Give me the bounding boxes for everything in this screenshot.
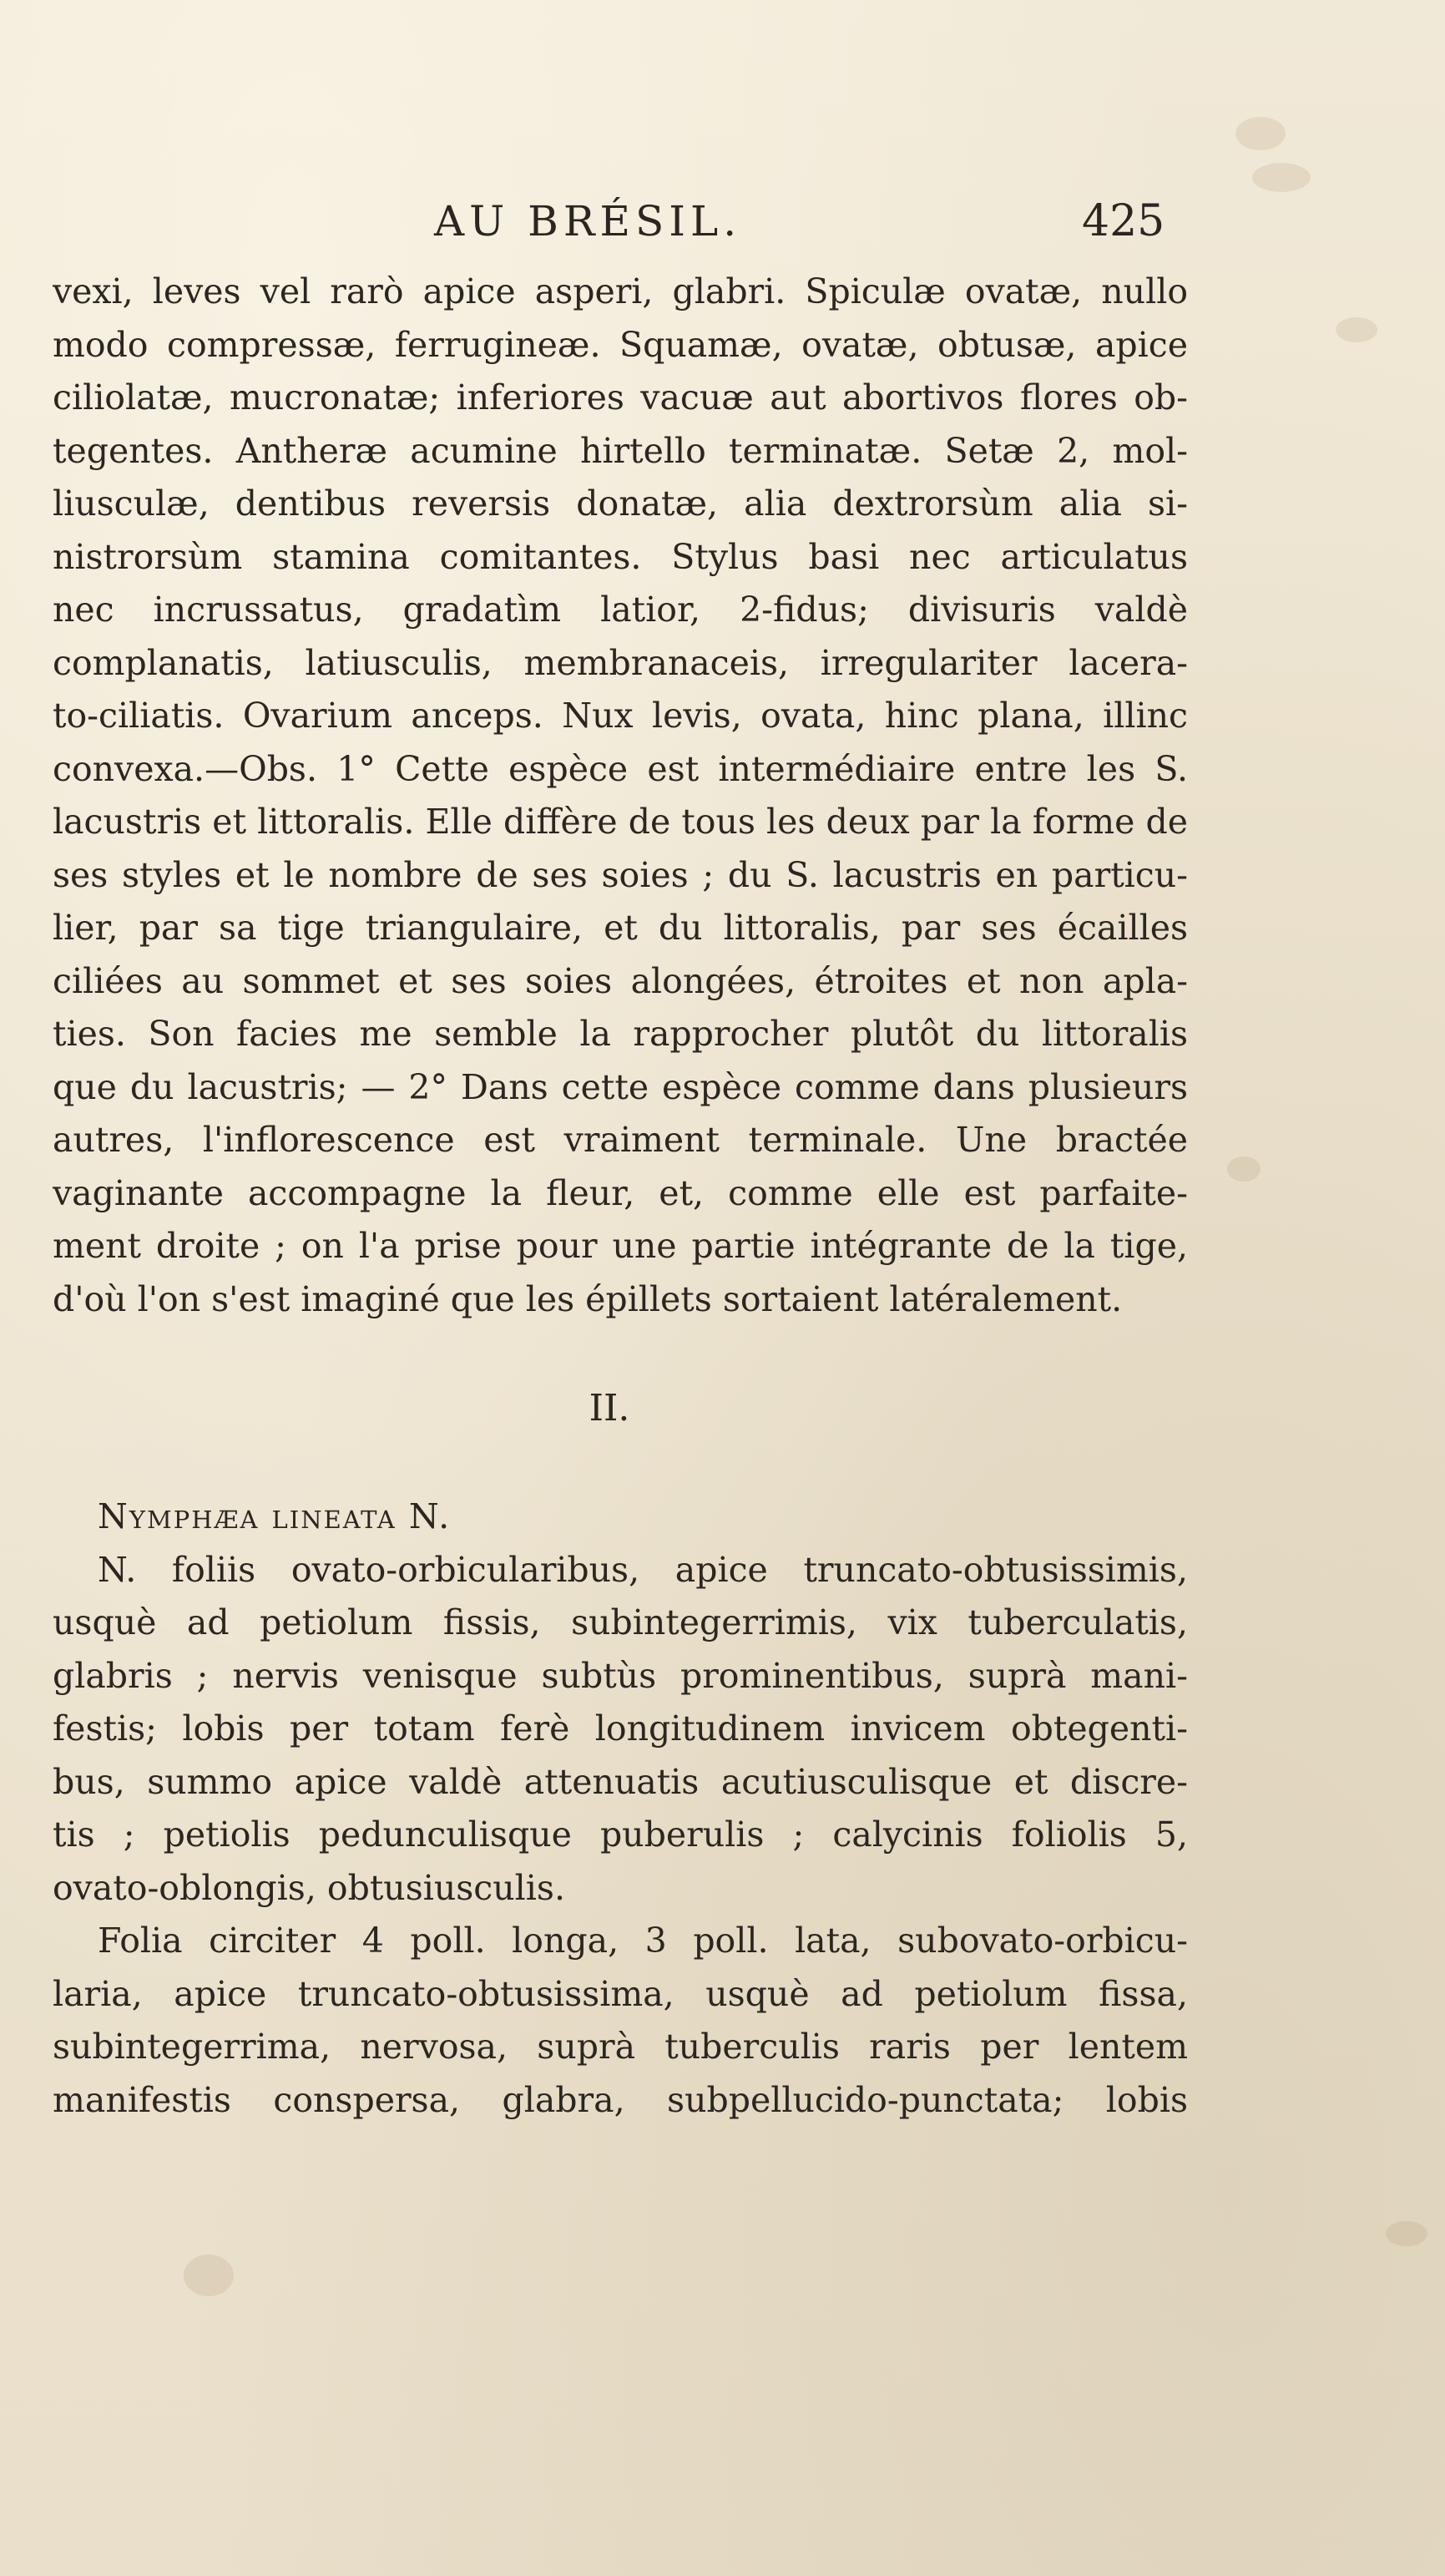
section-number: II. [589, 1387, 630, 1430]
text-line: que du lacustris; — 2° Dans cette espèce comme dans plusieurs [53, 1066, 1188, 1107]
text-line: laria, apice truncato-obtusissima, usquè ad petiolum fissa, [53, 1973, 1188, 2014]
text-line: ovato-oblongis, obtusiusculis. [53, 1867, 565, 1908]
text-line: ties. Son facies me semble la rapprocher plutôt du littoralis [53, 1014, 1188, 1054]
text-line: nec incrussatus, gradatìm latior, 2-fidus; divisuris valdè [53, 590, 1188, 630]
text-line: convexa.—Obs. 1° Cette espèce est intermédiaire entre les S. [53, 748, 1188, 789]
text-line: autres, l'inflorescence est vraiment terminale. Une bractée [53, 1120, 1188, 1160]
page-number: 425 [1082, 196, 1165, 246]
text-line: N. foliis ovato-orbicularibus, apice truncato-obtusissimis, [98, 1549, 1188, 1590]
foxing-spot [184, 2255, 234, 2296]
text-line: ciliées au sommet et ses soies alongées, étroites et non apla- [53, 960, 1188, 1001]
text-line: complanatis, latiusculis, membranaceis, irregulariter lacera- [53, 642, 1188, 683]
text-line: modo compressæ, ferrugineæ. Squamæ, ovatæ, obtusæ, apice [53, 324, 1188, 365]
foxing-spot [1386, 2221, 1427, 2246]
text-line: tis ; petiolis pedunculisque puberulis ; calycinis foliolis 5, [53, 1814, 1188, 1855]
text-line: ses styles et le nombre de ses soies ; du S. lacustris en particu- [53, 854, 1188, 895]
running-head-title: AU BRÉSIL. [434, 197, 742, 245]
text-line: d'où l'on s'est imaginé que les épillets sortaient latéralement. [53, 1278, 1123, 1319]
text-line: vaginante accompagne la fleur, et, comme elle est parfaite- [53, 1172, 1188, 1213]
foxing-spot [1227, 1156, 1261, 1182]
text-line: bus, summo apice valdè attenuatis acutiusculisque et discre- [53, 1761, 1188, 1802]
text-line: vexi, leves vel rarò apice asperi, glabri. Spiculæ ovatæ, nullo [53, 271, 1188, 311]
text-line: to-ciliatis. Ovarium anceps. Nux levis, ovata, hinc plana, illinc [53, 696, 1188, 736]
text-line: lier, par sa tige triangulaire, et du littoralis, par ses écailles [53, 908, 1188, 948]
text-line: tegentes. Antheræ acumine hirtello terminatæ. Setæ 2, mol- [53, 430, 1188, 471]
text-line: subintegerrima, nervosa, suprà tuberculis raris per lentem [53, 2027, 1188, 2067]
text-line: manifestis conspersa, glabra, subpellucido-punctata; lobis [53, 2079, 1188, 2120]
species-heading: Nymphæa lineata N. [98, 1496, 452, 1536]
text-line: ciliolatæ, mucronatæ; inferiores vacuæ aut abortivos flores ob- [53, 377, 1188, 418]
text-line: lacustris et littoralis. Elle diffère de tous les deux par la forme de [53, 802, 1188, 842]
running-head [0, 192, 1445, 251]
paragraph-description [53, 266, 1188, 1326]
text-line: nistrorsùm stamina comitantes. Stylus basi nec articulatus [53, 536, 1188, 577]
foxing-spot [1252, 163, 1311, 192]
foxing-spot [1336, 317, 1377, 342]
text-line: ment droite ; on l'a prise pour une partie intégrante de la tige, [53, 1226, 1188, 1266]
foxing-spot [1235, 117, 1286, 150]
text-line: usquè ad petiolum fissis, subintegerrimis, vix tuberculatis, [53, 1602, 1188, 1642]
text-line: liusculæ, dentibus reversis donatæ, alia dextrorsùm alia si- [53, 483, 1188, 524]
text-line: Folia circiter 4 poll. longa, 3 poll. lata, subovato-orbicu- [98, 1921, 1188, 1961]
text-line: festis; lobis per totam ferè longitudinem invicem obtegenti- [53, 1708, 1188, 1749]
text-line: glabris ; nervis venisque subtùs prominentibus, suprà mani- [53, 1655, 1188, 1696]
species-entry [53, 1490, 1188, 2127]
